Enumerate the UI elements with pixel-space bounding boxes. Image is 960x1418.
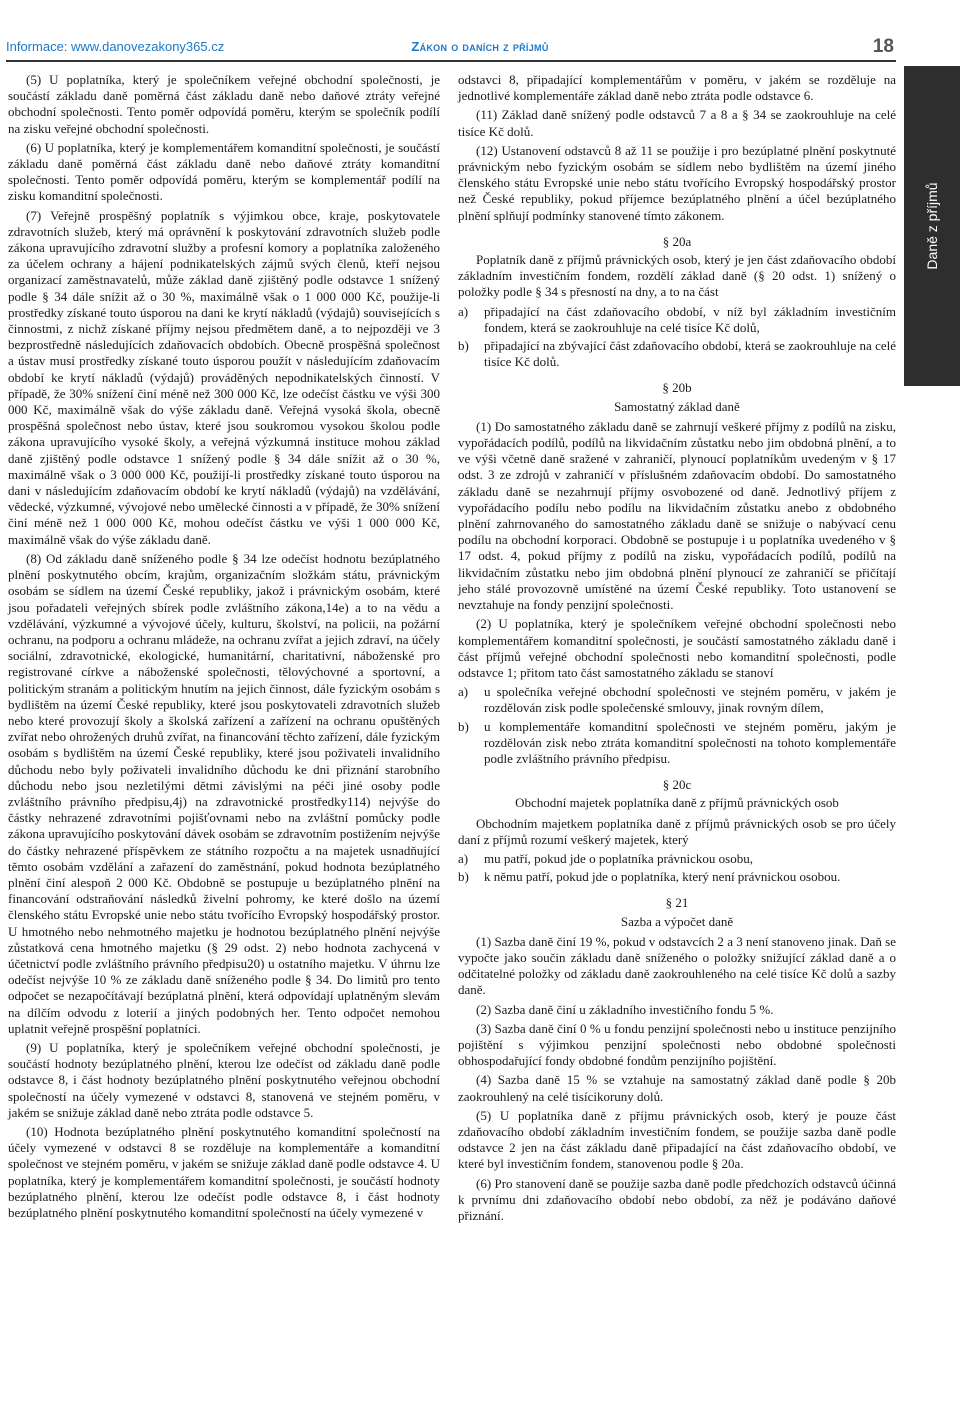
section-heading-20c: § 20c [662,777,692,793]
section-21-paragraph-2: (2) Sazba daně činí u základního investičního fondu 5 %. [476,1001,774,1017]
list-label: b) [458,869,469,885]
paragraph-6: (6) U poplatníka, který je komplementářem komanditní společnosti, je součástí základu daně poměrná část základu daně nebo daňové ztráty komanditní společnosti. Tento poměr odpovídá poměru, kterým se komplementář podílí na zisku komanditní společnosti. [8,139,440,204]
section-20a-text: Poplatník daně z příjmů právnických osob, který je jen část zdaňovacího období základním investičním fondem, rozdělí základ daně (§ 20 odst. 1) snížený o položky podle § 34 s přesností na dny, a to na část [458,252,896,300]
list-text: připadající na zbývající část zdaňovacího období, která se zaokrouhluje na celé tisíce Kč dolů. [484,338,896,370]
list-label: a) [458,850,469,866]
list-label: a) [458,684,469,700]
paragraph-10: (10) Hodnota bezúplatného plnění poskytnutého komanditní společností na účely vymezené v odstavci 8 se rozděluje na komplementáře a komanditní společnost ve stejném poměru, v jakém se snižuje základ daně podle odstavce 4. U poplatníka, který je komplementářem komanditní společnosti, je součástí hodnoty bezúplatného plnění, kterou lze odečíst podle odstavce 8, i část hodnoty bezúplatného plnění poskytnutého komanditní společností na účely vymezené v [8,1124,440,1221]
section-21-paragraph-5: (5) U poplatníka daně z příjmu právnických osob, který je pouze část zdaňovacího období základním investičním fondem, se použije sazba daně podle odstavce 2 jen na část základu daně připadající na část zdaňovacího období, ve které byl investičním fondem, stanovenou podle § 20a. [458,1107,896,1172]
list-label: a) [458,303,469,319]
document-title: Zákon o daních z příjmů [411,39,549,54]
list-item [458,338,896,370]
list-text: u komplementáře komanditní společnosti ve stejném poměru, jakým je rozdělován zisk nebo ztráta komanditní společnosti na tohoto komplementáře podle zvláštního právního předpisu. [484,718,896,766]
paragraph-7: (7) Veřejně prospěšný poplatník s výjimkou obce, kraje, poskytovatele zdravotních služeb, který má oprávnění k poskytování zdravotních služeb podle zákona upravujícího zdravotní služby a profesní komory a poplatníka založeného za účelem ochrany a hájení podnikatelských zájmů svých členů, kteří nejsou organizací zaměstnavatelů, může základ daně zjištěný podle odstavce 1 snížený podle § 34 dále snížit až o 30 %, maximálně však o 1 000 000 Kč, použije-li prostředky získané touto úsporou na dani ke krytí nákladů (výdajů) souvisejících s činnostmi, z nichž získané příjmy nejsou předmětem daně, a to nejpozději ve 3 bezprostředně následujících zdaňovacích obdobích. Obecně prospěšná společnost a ústav musí prostředky získané touto úsporou použít v následujícím zdaňovacím období ke krytí nákladů (výdajů) prováděných nepodnikatelských činností. V případě, že 30% snížení činí méně než 300 000 Kč, lze odečíst částku ve výši 300 000 Kč, maximálně však do výše základu daně. Veřejná vysoká škola, obecně prospěšná společnost nebo ústav, které jsou soukromou vysokou školou podle zákona upravujícího vysoké školy, a veřejná výzkumná instituce mohou základ daně zjištěný podle odstavce 1 snížený podle § 34 dále snížit až o 30 %, maximálně však o 3 000 000 Kč, použijí-li prostředky získané touto úsporou na dani v následujícím zdaňovacím období ke krytí nákladů (výdajů) na vzdělávání, vědecké, výzkumné, vývojové nebo umělecké činnosti a v případě, že 30% snížení činí méně než 1 000 000 Kč, mohou odečíst částku ve výši 1 000 000 Kč, maximálně však do výše základu daně. [8,207,440,547]
list-text: mu patří, pokud jde o poplatníka právnickou osobu, [484,850,753,866]
list-item [458,684,896,716]
header-divider [6,60,896,62]
list-item [458,851,896,867]
paragraph-10-continued: odstavci 8, připadající komplementářům v poměru, v jakém se rozděluje na jednotlivé komplementáře základ daně nebo ztráta podle odstavce 6. [458,72,896,104]
section-title-21: Sazba a výpočet daně [620,913,734,929]
section-21-paragraph-1: (1) Sazba daně činí 19 %, pokud v odstavcích 2 a 3 není stanoveno jinak. Daň se vypočte jako součin základu daně sníženého o položky snižující základ daně a o odčitatelné položky od základu daně zaokrouhleného na celé tisíce Kč dolů a sazby daně. [458,933,896,998]
list-item [458,304,896,336]
right-column [458,72,896,1227]
paragraph-12: (12) Ustanovení odstavců 8 až 11 se použije i pro bezúplatné plnění poskytnuté právnickým nebo fyzickým osobám se sídlem nebo bydlištěm na území jiného členského státu Evropské unie nebo státu tvořícího Evropský hospodářský prostor než České republiky, pokud příjemce bezúplatného plnění a účel bezúplatného plnění splňují podmínky stanovené tímto zákonem. [458,142,896,223]
side-tab-label: Daně z příjmů [924,182,940,270]
section-21-paragraph-3: (3) Sazba daně činí 0 % u fondu penzijní společnosti nebo u instituce penzijního pojištění s výjimkou penzijní společnosti nebo obdobné společnosti obhospodařující fondy obdobné fondům penzijního pojištění. [458,1020,896,1069]
section-20c-text: Obchodním majetkem poplatníka daně z příjmů právnických osob se pro účely daní z příjmů rozumí veškerý majetek, který [458,815,896,847]
page-number: 18 [872,36,894,57]
paragraph-8: (8) Od základu daně sníženého podle § 34 lze odečíst hodnotu bezúplatného plnění poskytnutého obcím, krajům, organizačním složkám státu, právnickým osobám se sídlem na území České republiky, jakož i právnickým osobám, které jsou pořadateli veřejných sbírek podle zvláštního zákona,14e) a to na vědu a vzdělávání, výzkumné a vývojové účely, kulturu, školství, na policii, na požární ochranu, na podporu a ochranu mládeže, na ochranu zvířat a jejich zdraví, na účely sociální, zdravotnické, ekologické, humanitární, charitativní, náboženské pro registrované církve a náboženské společnosti, tělovýchovné a sportovní, a politickým stranám a politickým hnutím na jejich činnost, dále fyzickým osobám s bydlištěm na území České republiky, které jsou poskytovateli zdravotních služeb nebo které provozují školy a školská zařízení a zařízení na ochranu opuštěných zvířat nebo ohrožených druhů zvířat, na financování těchto zařízení, dále fyzickým osobám s bydlištěm na území České republiky, které jsou poživateli invalidního důchodu nebo byly poživateli invalidního důchodu ke dni přiznání starobního důchodu nebo jsou nezletilými dětmi závislými na péči jiné osoby podle zvláštního právního předpisu,4j) na zdravotnické prostředky114) nejvýše do částky nehrazené zdravotními pojišťovnami nebo na zvláštní pomůcky podle zákona upravujícího poskytování dávek osobám se zdravotním postižením nejvýše do částky nehrazené příspěvkem ze státního rozpočtu a na majetek usnadňující těmto osobám vzdělání a zařazení do zaměstnání, pokud hodnota bezúplatného plnění činí alespoň 2 000 Kč. Obdobně se postupuje u bezúplatného plnění na financování odstraňování následků živelní pohromy, ke které došlo na území členského státu Evropské unie nebo státu tvořícího Evropský hospodářský prostor. U hmotného nebo nehmotného majetku je hodnotou bezúplatného plnění nejvýše zůstatková cena hmotného majetku (§ 29 odst. 2) nebo hodnota zachycená v účetnictví podle zvláštního právního předpisu20) u ostatního majetku. V úhrnu lze odečíst nejvýše 10 % ze základu daně sníženého podle § 34. Do limitů pro tento odpočet se nezapočítávají bezúplatná plnění, která odpovídají uplatněným slevám na dílčím odvodu z loterií a jiných podobných her. Tento odpočet nemohou uplatnit veřejně prospěšní poplatníci. [8,550,440,1036]
list-item [458,869,896,885]
section-21-paragraph-6: (6) Pro stanovení daně se použije sazba daně podle předchozích odstavců účinná k prvnímu dni zdaňovacího období nebo období, za něž je podáváno daňové přiznání. [458,1175,896,1223]
section-heading-20a: § 20a [662,233,692,249]
left-column [8,72,440,1224]
section-heading-21: § 21 [665,895,689,911]
list-text: u společníka veřejné obchodní společnosti ve stejném poměru, v jakém je rozdělován zisk podle společenské smlouvy, jinak rovným dílem, [484,684,896,716]
section-heading-20b: § 20b [662,380,692,396]
section-title-20b: Samostatný základ daně [614,398,740,414]
list-text: k němu patří, pokud jde o poplatníka, který není právnickou osobou. [484,869,841,885]
paragraph-11: (11) Základ daně snížený podle odstavců 7 a 8 a § 34 se zaokrouhluje na celé tisíce Kč dolů. [458,107,896,139]
section-side-tab [904,66,960,386]
section-20b-paragraph-2: (2) U poplatníka, který je společníkem veřejné obchodní společnosti nebo komplementářem komanditní společnosti, je součástí samostatného základu daně i část příjmů veřejné obchodní společnosti nebo komanditní společnosti, podle odstavce 1; přitom tato část samostatného základu se stanoví [458,616,896,680]
paragraph-5: (5) U poplatníka, který je společníkem veřejné obchodní společnosti, je součástí základu daně poměrná část základu daně nebo daňové ztráty veřejné obchodní společnosti. Tento poměr odpovídá poměru, kterým se společník podílí na zisku veřejné obchodní společnosti. [8,72,440,136]
source-link[interactable]: Informace: www.danovezakony365.cz [6,39,225,54]
paragraph-9: (9) U poplatníka, který je společníkem veřejné obchodní společnosti, je součástí hodnoty bezúplatného plnění, kterou lze odečíst od základu daně podle odstavce 8, i část hodnoty bezúplatného plnění poskytnutého veřejnou obchodní společností na účely vymezené v odstavci 8, stanovená ve stejném poměru, v jakém se snižuje základ daně nebo ztráta podle odstavce 5. [8,1039,440,1120]
list-label: b) [458,338,469,354]
page-header [0,0,960,62]
section-20b-paragraph-1: (1) Do samostatného základu daně se zahrnují veškeré příjmy z podílů na zisku, vypořádacích podílů, podílů na likvidačním zůstatku nebo jim obdobná plnění, a to ve výši včetně daně sražené v zahraničí, plynoucí poplatníkům uvedeným v § 17 odst. 3 ze zdrojů v zahraničí v příslušném zdaňovacím období. Do samostatného základu daně se nezahrnují příjmy osvobozené od daně. Jednotlivý příjem z vypořádacího podílu nebo podílu na likvidačním zůstatku anebo z obdobného plnění zahrnovaného do samostatného základu daně se snižuje o nabývací cenu podílu na obchodní korporaci. Obdobně se postupuje i u poplatníka uvedeného v § 17 odst. 4, pokud příjmy z podílů na zisku, vypořádacích podílů, podílů na likvidačním zůstatku nebo jim obdobná plnění plynoucí ze zahraničí se přičítají jeho stálé provozovně umístěné na území České republiky. Toto ustanovení se nevztahuje na fondy penzijní společnosti. [458,418,896,613]
list-label: b) [458,718,469,734]
section-title-20c: Obchodní majetek poplatníka daně z příjmů právnických osob [515,795,839,811]
list-item [458,719,896,768]
section-21-paragraph-4: (4) Sazba daně 15 % se vztahuje na samostatný základ daně podle § 20b zaokrouhlený na celé tisícikoruny dolů. [458,1072,896,1104]
list-text: připadající na část zdaňovacího období, v níž byl základním investičním fondem, která se zaokrouhluje na celé tisíce Kč dolů, [484,303,896,335]
